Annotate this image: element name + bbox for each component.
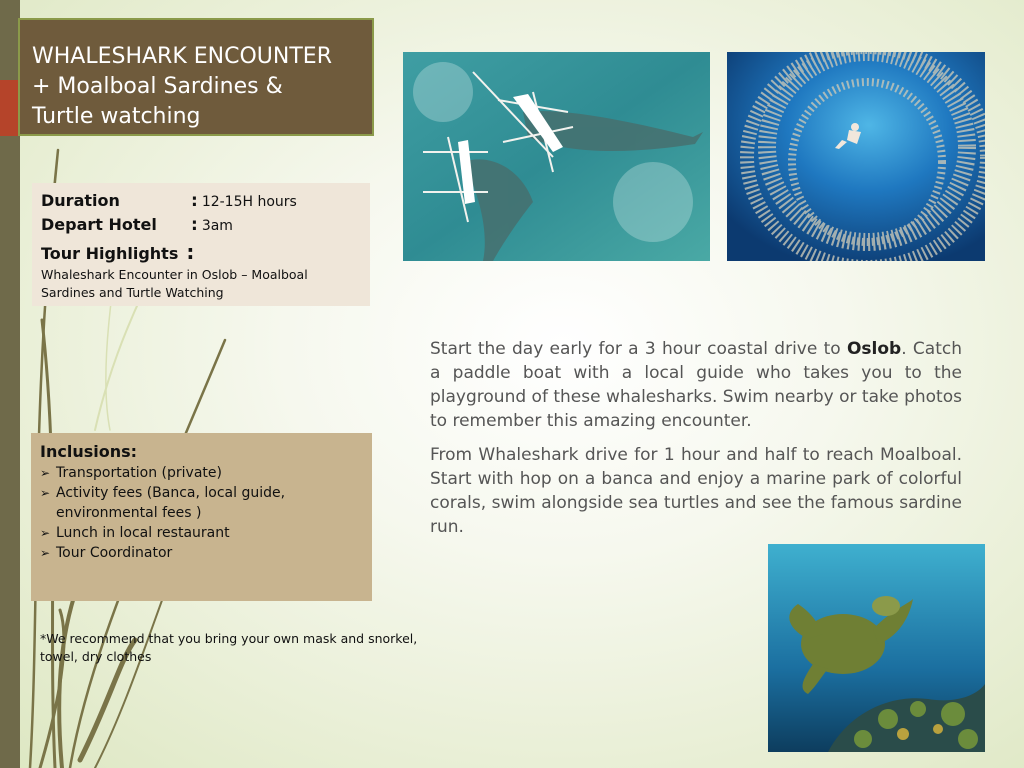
inclusion-text: Transportation (private) [56, 465, 222, 481]
arrow-bullet-icon: ➢ [40, 526, 51, 540]
highlights-text: Whaleshark Encounter in Oslob – Moalboal Sardines and Turtle Watching [41, 267, 308, 300]
oslob-bold: Oslob [846, 339, 902, 359]
recommendation-note: *We recommend that you bring your own mask and snorkel, towel, dry clothes [40, 631, 418, 664]
description-text: . Catch a paddle boat with a local guide who takes you to the playground of these whalesharks. Swim nearby or take photos to remember this amazing encounter. [430, 339, 962, 431]
inclusion-text: Lunch in local restaurant [56, 525, 230, 541]
description-paragraph-1 [430, 337, 962, 433]
colon: : [186, 240, 195, 264]
arrow-bullet-icon: ➢ [40, 546, 51, 560]
list-item [40, 523, 364, 543]
depart-value: 3am [201, 218, 233, 234]
inclusions-box [31, 433, 372, 601]
description-paragraph-2: From Whaleshark drive for 1 hour and half to reach Moalboal. Start with hop on a banca and enjoy a marine park of colorful corals, swim alongside sea turtles and see the famous sardine run. [430, 445, 962, 537]
highlights-label: Tour Highlights [41, 244, 179, 263]
list-item [40, 483, 364, 523]
tour-description [430, 337, 962, 549]
tour-title-box [18, 18, 374, 136]
list-item [40, 463, 364, 483]
tour-title-line-2: + Moalboal Sardines & [32, 74, 283, 99]
description-text: Start the day early for a 3 hour coastal drive to [430, 339, 847, 359]
depart-label: Depart Hotel [41, 215, 157, 234]
inclusion-text: Tour Coordinator [56, 545, 173, 561]
colon: : [191, 191, 198, 211]
sea-turtle-photo [768, 544, 985, 752]
inclusions-list [40, 463, 364, 563]
inclusions-title: Inclusions: [40, 442, 138, 461]
duration-label: Duration [41, 191, 120, 210]
duration-value: 12-15H hours [201, 194, 297, 210]
depart-row [41, 215, 362, 239]
arrow-bullet-icon: ➢ [40, 486, 51, 500]
duration-row [41, 191, 362, 215]
whaleshark-boats-photo [403, 52, 710, 261]
colon: : [191, 215, 198, 235]
list-item [40, 543, 364, 563]
sardine-run-photo [727, 52, 985, 261]
highlights-row [41, 240, 362, 266]
tour-title-line-3: Turtle watching [32, 104, 201, 129]
arrow-bullet-icon: ➢ [40, 466, 51, 480]
inclusion-text: Activity fees (Banca, local guide, environmental fees ) [56, 485, 286, 521]
tour-title-line-1: WHALESHARK ENCOUNTER [32, 44, 332, 69]
tour-details-box [32, 183, 370, 306]
